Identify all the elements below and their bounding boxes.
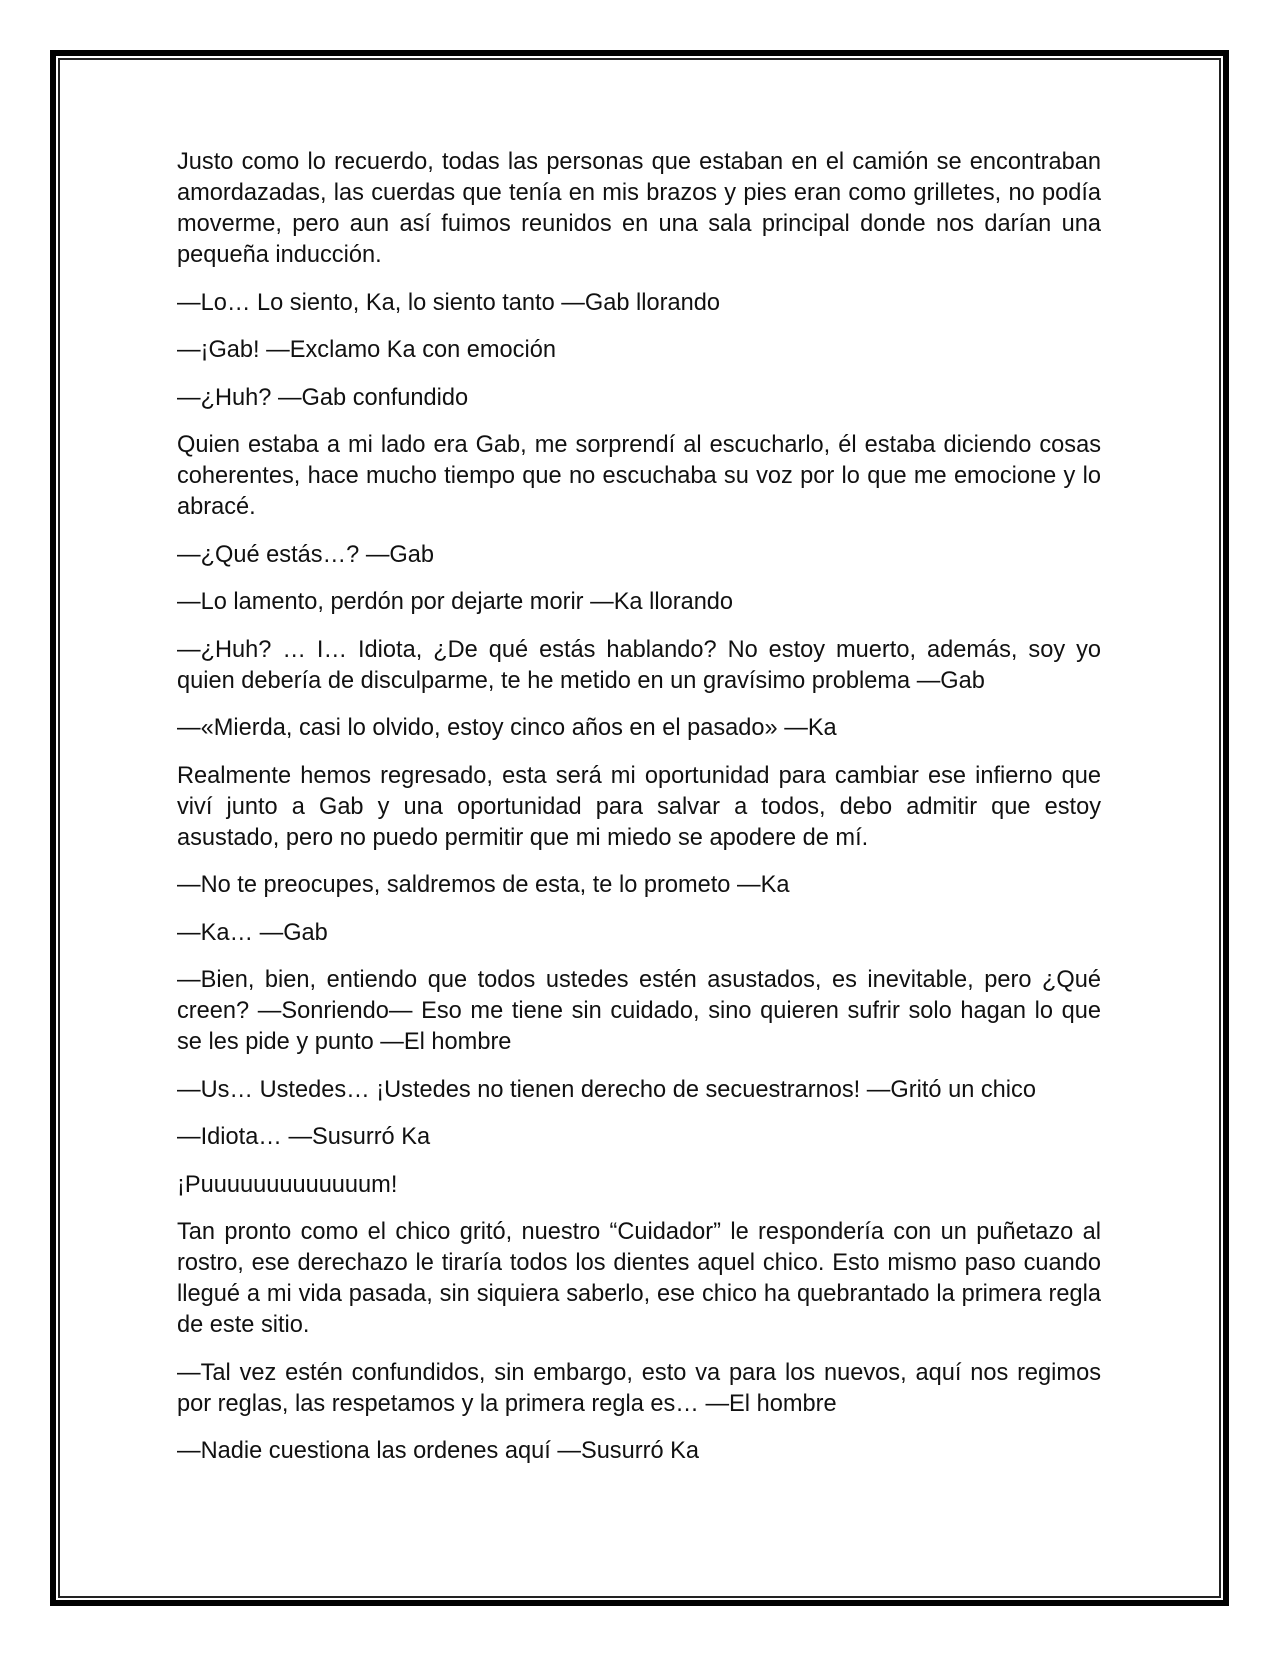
- dialogue-line: —Lo lamento, perdón por dejarte morir —Ka llorando: [177, 589, 734, 615]
- paragraph: Tan pronto como el chico gritó, nuestro “Cuidador” le respondería con un puñetazo al rostro, ese derechazo le tiraría todos los dientes aquel chico. Esto mismo paso cuando llegué a mi vida pasada, sin siquiera saberlo, ese chico ha quebrantado la primera regla de este sitio.: [177, 1219, 1101, 1338]
- dialogue-line: —¿Qué estás…? —Gab: [177, 541, 435, 568]
- dialogue-line: —Us… Ustedes… ¡Ustedes no tienen derecho de secuestrarnos! —Gritó un chico: [177, 1076, 1036, 1103]
- dialogue-line: —Lo… Lo siento, Ka, lo siento tanto —Gab llorando: [177, 289, 720, 316]
- dialogue-line: —¡Gab! —Exclamo Ka con emoción: [177, 337, 556, 363]
- dialogue-line: —Tal vez estén confundidos, sin embargo, esto va para los nuevos, aquí nos regimos por reglas, las respetamos y la primera regla es… —El hombre: [177, 1359, 1101, 1417]
- dialogue-line: —Ka… —Gab: [177, 919, 328, 946]
- dialogue-line: —Bien, bien, entiendo que todos ustedes estén asustados, es inevitable, pero ¿Qué creen? —Sonriendo— Eso me tiene sin cuidado, sino quieren sufrir solo hagan lo que se les pide y punto —El hombre: [177, 967, 1101, 1055]
- paragraph: Realmente hemos regresado, esta será mi oportunidad para cambiar ese infierno que viví junto a Gab y una oportunidad para salvar a todos, debo admitir que estoy asustado, pero no puedo permitir que mi miedo se apodere de mí.: [177, 762, 1101, 851]
- dialogue-line: —Nadie cuestiona las ordenes aquí —Susurró Ka: [177, 1438, 699, 1464]
- dialogue-line: —¿Huh? … I… Idiota, ¿De qué estás hablando? No estoy muerto, además, soy yo quien debería de disculparme, te he metido en un gravísimo problema —Gab: [177, 636, 1101, 694]
- dialogue-line: —«Mierda, casi lo olvido, estoy cinco años en el pasado» —Ka: [177, 715, 837, 741]
- dialogue-line: —Idiota… —Susurró Ka: [177, 1124, 431, 1150]
- dialogue-line: —No te preocupes, saldremos de esta, te lo prometo —Ka: [177, 872, 790, 898]
- paragraph: Quien estaba a mi lado era Gab, me sorprendí al escucharlo, él estaba diciendo cosas coherentes, hace mucho tiempo que no escuchaba su voz por lo que me emocione y lo abracé.: [177, 432, 1101, 520]
- dialogue-line: —¿Huh? —Gab confundido: [177, 384, 469, 411]
- page-body: [177, 147, 1101, 1484]
- sound-effect: ¡Puuuuuuuuuuuuum!: [177, 1171, 398, 1198]
- paragraph: Justo como lo recuerdo, todas las personas que estaban en el camión se encontraban amordazadas, las cuerdas que tenía en mis brazos y pies eran como grilletes, no podía moverme, pero aun así fuimos reunidos en una sala principal donde nos darían una pequeña inducción.: [177, 149, 1101, 268]
